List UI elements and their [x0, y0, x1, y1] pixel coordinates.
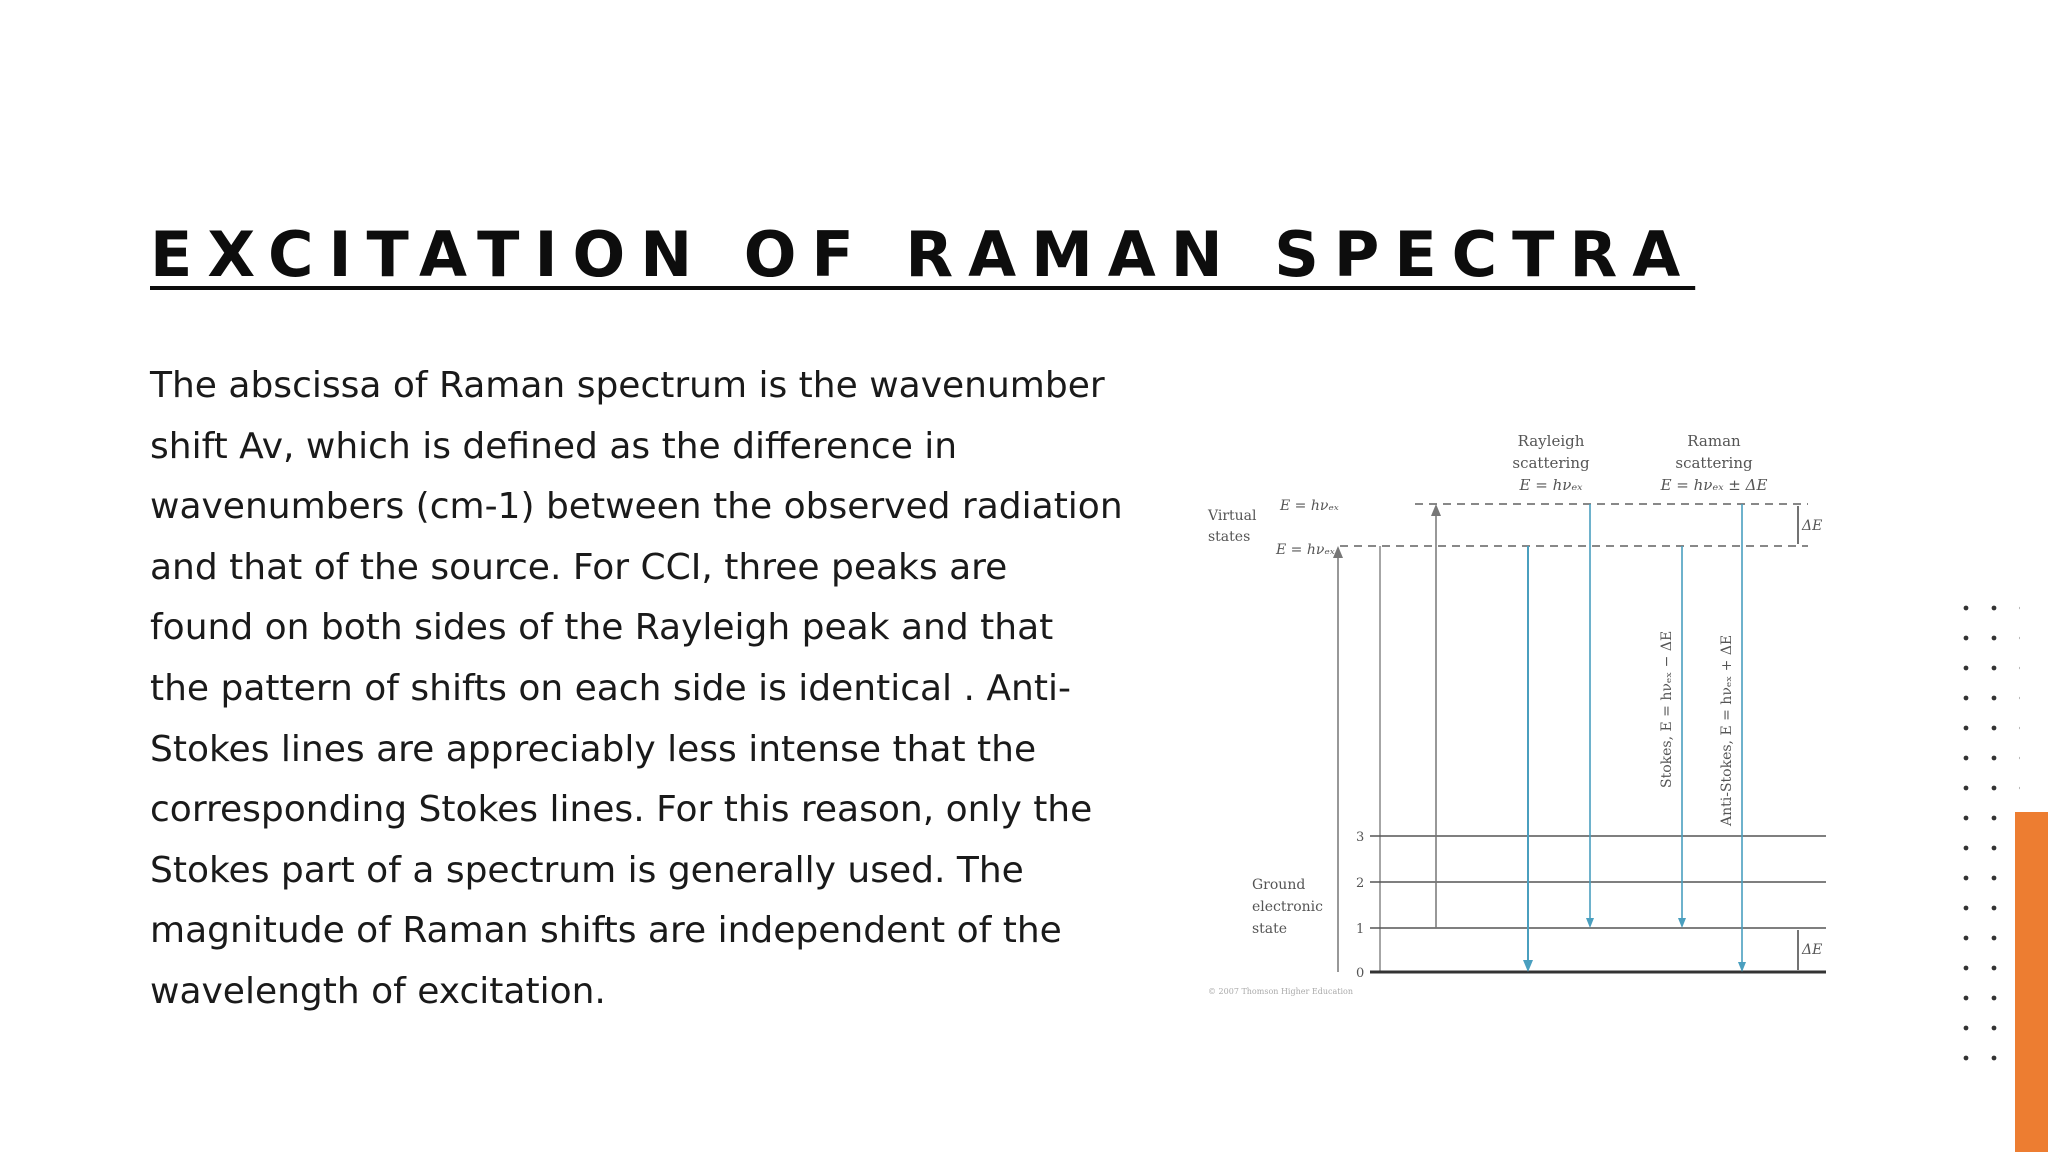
ground-state-label-line3: state [1252, 921, 1288, 937]
decor-dot [1992, 906, 1997, 911]
lower-virtual-energy: E = hνₑₓ [1276, 542, 1335, 558]
decor-dot [1964, 816, 1969, 821]
decor-dot [1992, 726, 1997, 731]
decor-dot [1964, 636, 1969, 641]
stokes-arrowhead [1678, 918, 1686, 928]
delta-e-top: ΔE [1802, 518, 1823, 534]
decor-dot [1964, 996, 1969, 1001]
paragraph-line: Stokes part of a spectrum is generally used. The [150, 849, 1024, 891]
copyright-text: © 2007 Thomson Higher Education [1208, 987, 1353, 996]
rayleigh-label-line1: Rayleigh [1517, 432, 1585, 450]
level-label-0: 0 [1356, 966, 1365, 981]
paragraph-line: found on both sides of the Rayleigh peak and that [150, 607, 1054, 649]
raman-label-line2: scattering [1675, 454, 1753, 472]
anti-stokes-label: Anti-Stokes, E = hνₑₓ + ΔE [1719, 634, 1735, 826]
decor-dot [1964, 906, 1969, 911]
paragraph-line: corresponding Stokes lines. For this reason, only the [150, 789, 1093, 831]
paragraph-line: and that of the source. For CCI, three peaks are [150, 546, 1008, 588]
decor-dot [1964, 876, 1969, 881]
decor-dot [1964, 726, 1969, 731]
level-label-2: 2 [1356, 876, 1365, 891]
decor-dot [1964, 1056, 1969, 1061]
raman-label-line3: E = hνₑₓ ± ΔE [1660, 476, 1768, 494]
decor-dot [1964, 1026, 1969, 1031]
ground-state-label-line2: electronic [1252, 899, 1323, 915]
upper-virtual-energy: E = hνₑₓ [1280, 498, 1339, 514]
body-paragraph [150, 356, 1140, 1023]
ground-state-label-line1: Ground [1252, 877, 1306, 893]
decor-dot [1992, 636, 1997, 641]
decor-dot [1964, 606, 1969, 611]
decor-dot [1964, 786, 1969, 791]
rayleigh-arrowhead-1 [1586, 918, 1594, 928]
decor-dot [1964, 696, 1969, 701]
rayleigh-label-line3: E = hνₑₓ [1519, 476, 1583, 494]
decor-dot [1992, 666, 1997, 671]
decor-dot [1964, 756, 1969, 761]
paragraph-line: shift Av, which is defined as the difference in [150, 425, 958, 467]
decor-dot [1992, 786, 1997, 791]
virtual-states-label-line1: Virtual [1208, 508, 1257, 524]
stokes-label: Stokes, E = hνₑₓ − ΔE [1659, 630, 1675, 788]
rayleigh-arrowhead-0 [1523, 960, 1533, 972]
excitation-arrowhead-1 [1431, 504, 1441, 516]
decor-dot [1992, 756, 1997, 761]
paragraph-line: the pattern of shifts on each side is identical . Anti- [150, 667, 1071, 709]
delta-e-bottom: ΔE [1802, 942, 1823, 958]
decor-dot [1992, 606, 1997, 611]
raman-energy-diagram [1190, 420, 1840, 1000]
decor-dot [1992, 696, 1997, 701]
decor-dot [1964, 936, 1969, 941]
raman-label-line1: Raman [1687, 432, 1741, 450]
slide-title: EXCITATION OF RAMAN SPECTRA [150, 218, 1696, 291]
paragraph-line: Stokes lines are appreciably less intense that the [150, 728, 1037, 770]
paragraph-line: wavelength of excitation. [150, 970, 606, 1012]
paragraph-line: The abscissa of Raman spectrum is the wavenumber [150, 365, 1105, 406]
level-label-1: 1 [1356, 922, 1365, 937]
decor-dot [1964, 666, 1969, 671]
decor-dot [1992, 846, 1997, 851]
accent-bar [2015, 812, 2048, 1152]
decor-dot [1992, 876, 1997, 881]
virtual-states-label-line2: states [1208, 529, 1251, 545]
decor-dot [1992, 936, 1997, 941]
paragraph-line: wavenumbers (cm-1) between the observed radiation [150, 486, 1123, 528]
decor-dot [1992, 996, 1997, 1001]
dot-pattern-decoration [1960, 600, 2020, 1080]
decor-dot [1992, 966, 1997, 971]
level-label-3: 3 [1356, 830, 1365, 845]
decor-dot [1992, 1056, 1997, 1061]
decor-dot [1992, 816, 1997, 821]
rayleigh-label-line2: scattering [1512, 454, 1590, 472]
paragraph-line: magnitude of Raman shifts are independent of the [150, 910, 1062, 952]
decor-dot [1964, 966, 1969, 971]
decor-dot [1992, 1026, 1997, 1031]
decor-dot [1964, 846, 1969, 851]
